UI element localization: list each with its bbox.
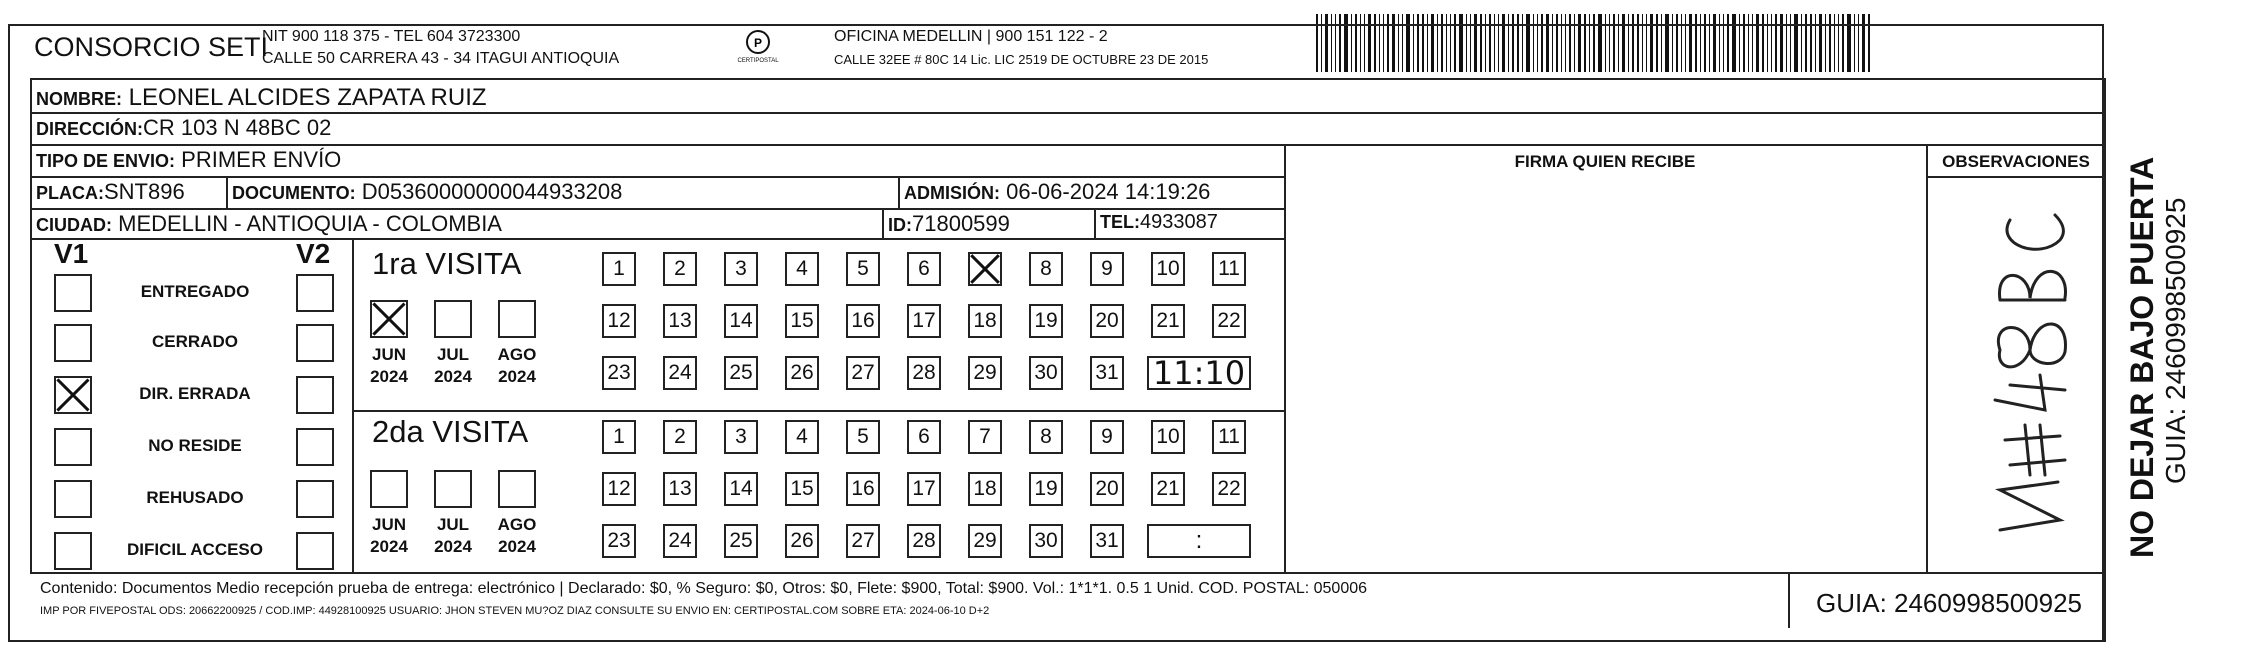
- observaciones-label: OBSERVACIONES: [1942, 152, 2090, 171]
- visit1-month-box-jul[interactable]: [434, 300, 472, 338]
- company-name: CONSORCIO SETI: [34, 32, 269, 62]
- visit2-title: 2da VISITA: [372, 414, 529, 449]
- observaciones-handwriting: [1948, 180, 2088, 550]
- year-label: 2024: [370, 537, 408, 556]
- status-label: CERRADO: [152, 332, 238, 351]
- visit2-day-18[interactable]: 18: [968, 472, 1002, 506]
- visit2-day-25[interactable]: 25: [724, 524, 758, 558]
- company-nit: NIT 900 118 375 - TEL 604 3723300: [262, 28, 521, 45]
- visit2-day-5[interactable]: 5: [846, 420, 880, 454]
- visit2-day-4[interactable]: 4: [785, 420, 819, 454]
- visit2-day-21[interactable]: 21: [1151, 472, 1185, 506]
- ciudad-label: CIUDAD:: [36, 215, 112, 235]
- visit1-day-27[interactable]: 27: [846, 356, 880, 390]
- status-label: NO RESIDE: [148, 436, 242, 455]
- status-label: REHUSADO: [146, 488, 244, 507]
- v2-checkbox-cerrado[interactable]: [296, 324, 334, 362]
- visit1-day-12[interactable]: 12: [602, 304, 636, 338]
- visit1-day-19[interactable]: 19: [1029, 304, 1063, 338]
- visit1-day-13[interactable]: 13: [663, 304, 697, 338]
- logo-text: CERTIPOSTAL: [737, 58, 779, 64]
- firma-label: FIRMA QUIEN RECIBE: [1514, 152, 1696, 171]
- ciudad-value: MEDELLIN - ANTIOQUIA - COLOMBIA: [118, 211, 502, 236]
- v1-checkbox-cerrado[interactable]: [54, 324, 92, 362]
- month-label: JUL: [436, 345, 470, 364]
- visit1-month-caption: [362, 344, 416, 388]
- visit1-day-21[interactable]: 21: [1151, 304, 1185, 338]
- visit2-day-12[interactable]: 12: [602, 472, 636, 506]
- ciudad-row: [36, 211, 502, 237]
- footer-guia: GUIA: 2460998500925: [1816, 588, 2082, 618]
- v1-checkbox-dificil-acceso[interactable]: [54, 532, 92, 570]
- tel-label: TEL:: [1100, 212, 1140, 232]
- v2-checkbox-dir-errada[interactable]: [296, 376, 334, 414]
- id-row: [888, 211, 1010, 237]
- year-label: 2024: [498, 537, 536, 556]
- tipo-label: TIPO DE ENVIO:: [36, 151, 176, 171]
- v2-checkbox-entregado[interactable]: [296, 274, 334, 312]
- visit2-day-26[interactable]: 26: [785, 524, 819, 558]
- direccion-label: DIRECCIÓN:: [36, 119, 143, 139]
- visit1-time-box[interactable]: 11:10: [1147, 356, 1251, 390]
- visit1-day-6[interactable]: 6: [907, 252, 941, 286]
- tipo-row: [36, 147, 341, 173]
- month-label: JUN: [371, 515, 406, 534]
- placa-row: [36, 179, 185, 205]
- v2-checkbox-dificil-acceso[interactable]: [296, 532, 334, 570]
- nombre-label: NOMBRE:: [36, 89, 122, 109]
- tel-row: [1100, 211, 1218, 234]
- visit1-day-26[interactable]: 26: [785, 356, 819, 390]
- visit1-day-2[interactable]: 2: [663, 252, 697, 286]
- visit1-title: 1ra VISITA: [372, 246, 522, 281]
- visit1-day-20[interactable]: 20: [1090, 304, 1124, 338]
- visit2-month-box-jun[interactable]: [370, 470, 408, 508]
- visit1-day-16[interactable]: 16: [846, 304, 880, 338]
- visit2-day-7[interactable]: 7: [968, 420, 1002, 454]
- visit2-month-caption: [490, 514, 544, 558]
- visit2-day-30[interactable]: 30: [1029, 524, 1063, 558]
- visit2-day-8[interactable]: 8: [1029, 420, 1063, 454]
- v1-checkbox-no-reside[interactable]: [54, 428, 92, 466]
- visit2-day-13[interactable]: 13: [663, 472, 697, 506]
- id-value: 71800599: [912, 211, 1010, 236]
- visit2-month-caption: [426, 514, 480, 558]
- visit2-day-19[interactable]: 19: [1029, 472, 1063, 506]
- year-label: 2024: [370, 367, 408, 386]
- visit2-day-2[interactable]: 2: [663, 420, 697, 454]
- direccion-value: CR 103 N 48BC 02: [143, 115, 332, 140]
- status-label: DIR. ERRADA: [139, 384, 251, 403]
- visit1-day-5[interactable]: 5: [846, 252, 880, 286]
- direccion-row: [36, 115, 331, 141]
- visit1-day-18[interactable]: 18: [968, 304, 1002, 338]
- visit1-month-caption: [426, 344, 480, 388]
- visit1-day-15[interactable]: 15: [785, 304, 819, 338]
- side-no-dejar: NO DEJAR BAJO PUERTA: [2124, 156, 2160, 558]
- status-label: ENTREGADO: [140, 282, 250, 301]
- footer-imp: IMP POR FIVEPOSTAL ODS: 20662200925 / COD.IMP: 44928100925 USUARIO: JHON STEVEN MU?OZ DIAZ CONSULTE SU ENVIO EN: CERTIPOSTAL.COM SOBRE ETA: 2024-06-10 D+2: [40, 605, 990, 617]
- nombre-row: [36, 84, 487, 112]
- admision-value: 06-06-2024 14:19:26: [1006, 179, 1211, 204]
- visit1-day-31[interactable]: 31: [1090, 356, 1124, 390]
- visit1-day-23[interactable]: 23: [602, 356, 636, 390]
- visit1-day-11[interactable]: 11: [1212, 252, 1246, 286]
- visit2-day-17[interactable]: 17: [907, 472, 941, 506]
- visit2-day-10[interactable]: 10: [1151, 420, 1185, 454]
- visit2-day-6[interactable]: 6: [907, 420, 941, 454]
- visit1-month-box-jun[interactable]: [370, 300, 408, 338]
- v2-checkbox-rehusado[interactable]: [296, 480, 334, 518]
- month-label: JUN: [371, 345, 406, 364]
- v1-label: V1: [54, 238, 89, 269]
- visit1-month-box-ago[interactable]: [498, 300, 536, 338]
- visit1-day-14[interactable]: 14: [724, 304, 758, 338]
- nombre-value: LEONEL ALCIDES ZAPATA RUIZ: [128, 84, 487, 111]
- month-label: AGO: [497, 515, 537, 534]
- visit1-month-caption: [490, 344, 544, 388]
- visit2-day-9[interactable]: 9: [1090, 420, 1124, 454]
- v2-label: V2: [296, 238, 331, 269]
- year-label: 2024: [498, 367, 536, 386]
- placa-value: SNT896: [104, 179, 185, 204]
- visit1-day-25[interactable]: 25: [724, 356, 758, 390]
- visit1-day-4[interactable]: 4: [785, 252, 819, 286]
- tel-value: 4933087: [1140, 211, 1218, 233]
- visit2-day-22[interactable]: 22: [1212, 472, 1246, 506]
- visit2-month-box-jul[interactable]: [434, 470, 472, 508]
- company-address: CALLE 50 CARRERA 43 - 34 ITAGUI ANTIOQUIA: [262, 50, 620, 67]
- visit1-day-29[interactable]: 29: [968, 356, 1002, 390]
- side-guia: GUIA: 2460998500925: [2160, 197, 2191, 484]
- admision-row: [904, 179, 1210, 205]
- documento-label: DOCUMENTO:: [232, 183, 356, 203]
- visit1-day-3[interactable]: 3: [724, 252, 758, 286]
- status-label: DIFICIL ACCESO: [126, 540, 263, 559]
- v1-checkbox-dir-errada[interactable]: [54, 376, 92, 414]
- visit1-day-1[interactable]: 1: [602, 252, 636, 286]
- documento-row: [232, 179, 622, 205]
- visit2-day-14[interactable]: 14: [724, 472, 758, 506]
- visit2-day-31[interactable]: 31: [1090, 524, 1124, 558]
- visit2-month-box-ago[interactable]: [498, 470, 536, 508]
- visit2-day-29[interactable]: 29: [968, 524, 1002, 558]
- admision-label: ADMISIÓN:: [904, 183, 1000, 203]
- visit2-day-16[interactable]: 16: [846, 472, 880, 506]
- license-line: CALLE 32EE # 80C 14 Lic. LIC 2519 DE OCTUBRE 23 DE 2015: [834, 52, 1209, 67]
- footer-contenido: Contenido: Documentos Medio recepción prueba de entrega: electrónico | Declarado: $0, % Seguro: $0, Otros: $0, Flete: $900, Total: $900. Vol.: 1*1*1. 0.5 1 Unid. COD. POSTAL: 050006: [40, 580, 1368, 597]
- v1-checkbox-entregado[interactable]: [54, 274, 92, 312]
- office-line: OFICINA MEDELLIN | 900 151 122 - 2: [834, 28, 1108, 45]
- visit2-day-11[interactable]: 11: [1212, 420, 1246, 454]
- visit1-day-10[interactable]: 10: [1151, 252, 1185, 286]
- year-label: 2024: [434, 537, 472, 556]
- visit2-day-15[interactable]: 15: [785, 472, 819, 506]
- visit2-day-28[interactable]: 28: [907, 524, 941, 558]
- visit1-day-28[interactable]: 28: [907, 356, 941, 390]
- visit2-day-27[interactable]: 27: [846, 524, 880, 558]
- placa-label: PLACA:: [36, 183, 104, 203]
- visit1-day-7[interactable]: [968, 252, 1002, 286]
- id-label: ID:: [888, 215, 912, 235]
- tipo-value: PRIMER ENVÍO: [181, 147, 342, 172]
- visit1-day-8[interactable]: 8: [1029, 252, 1063, 286]
- visit1-day-24[interactable]: 24: [663, 356, 697, 390]
- visit2-month-caption: [362, 514, 416, 558]
- visit2-day-24[interactable]: 24: [663, 524, 697, 558]
- visit2-day-23[interactable]: 23: [602, 524, 636, 558]
- year-label: 2024: [434, 367, 472, 386]
- visit1-day-30[interactable]: 30: [1029, 356, 1063, 390]
- visit2-day-3[interactable]: 3: [724, 420, 758, 454]
- visit1-day-9[interactable]: 9: [1090, 252, 1124, 286]
- visit2-day-1[interactable]: 1: [602, 420, 636, 454]
- documento-value: D05360000000044933208: [361, 179, 623, 204]
- month-label: AGO: [497, 345, 537, 364]
- visit1-day-17[interactable]: 17: [907, 304, 941, 338]
- svg-text:P: P: [753, 36, 763, 50]
- visit2-day-20[interactable]: 20: [1090, 472, 1124, 506]
- visit2-time-box[interactable]: :: [1147, 524, 1251, 558]
- v2-checkbox-no-reside[interactable]: [296, 428, 334, 466]
- month-label: JUL: [436, 515, 470, 534]
- v1-checkbox-rehusado[interactable]: [54, 480, 92, 518]
- visit1-day-22[interactable]: 22: [1212, 304, 1246, 338]
